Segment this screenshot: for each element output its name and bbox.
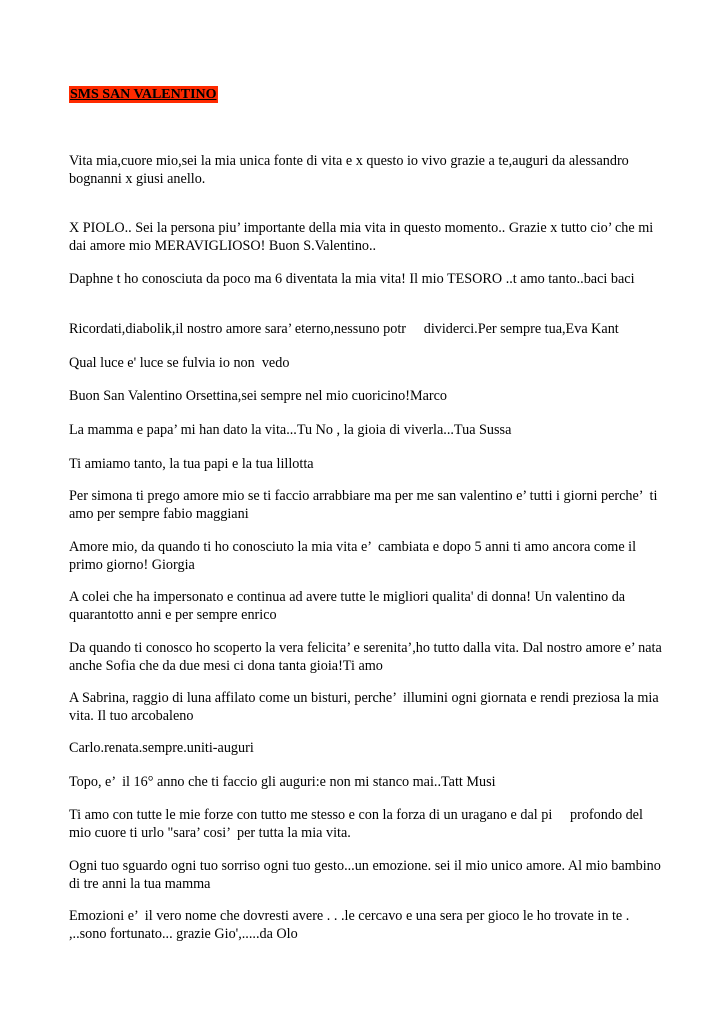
message-16: Ti amo con tutte le mie forze con tutto me stesso e con la forza di un uragano e dal pi profondo del mio cuore ti urlo "sara’ cosi’ per tutta la mia vita. — [69, 807, 647, 841]
message-7: La mamma e papa’ mi han dato la vita...Tu No , la gioia di viverla...Tua Sussa — [69, 422, 512, 438]
document-page — [69, 0, 669, 1024]
message-8: Ti amiamo tanto, la tua papi e la tua lillotta — [69, 456, 314, 472]
message-18: Emozioni e’ il vero nome che dovresti avere . . .le cercavo e una sera per gioco le ho trovate in te . ,..sono fortunato... grazie Gio',.....da Olo — [69, 908, 633, 942]
message-4: Ricordati,diabolik,il nostro amore sara’ eterno,nessuno potr dividerci.Per sempre tua,Eva Kant — [69, 321, 619, 337]
message-6: Buon San Valentino Orsettina,sei sempre nel mio cuoricino!Marco — [69, 388, 447, 404]
message-1: Vita mia,cuore mio,sei la mia unica fonte di vita e x questo io vivo grazie a te,auguri da alessandro bognanni x giusi anello. — [69, 153, 633, 187]
message-5: Qual luce e' luce se fulvia io non vedo — [69, 355, 290, 371]
document-title: SMS SAN VALENTINO — [70, 87, 217, 102]
message-17: Ogni tuo sguardo ogni tuo sorriso ogni tuo gesto...un emozione. sei il mio unico amore. Al mio bambino di tre anni la tua mamma — [69, 858, 665, 892]
message-15: Topo, e’ il 16° anno che ti faccio gli auguri:e non mi stanco mai..Tatt Musi — [69, 774, 496, 790]
message-12: Da quando ti conosco ho scoperto la vera felicita’ e serenita’,ho tutto dalla vita. Dal nostro amore e’ nata anche Sofia che da due mesi ci dona tanta gioia!Ti amo — [69, 640, 666, 674]
message-11: A colei che ha impersonato e continua ad avere tutte le migliori qualita' di donna! Un valentino da quarantotto anni e per sempre enrico — [69, 589, 629, 623]
message-13: A Sabrina, raggio di luna affilato come un bisturi, perche’ illumini ogni giornata e rendi preziosa la mia vita. Il tuo arcobaleno — [69, 690, 663, 724]
message-10: Amore mio, da quando ti ho conosciuto la mia vita e’ cambiata e dopo 5 anni ti amo ancora come il primo giorno! Giorgia — [69, 539, 640, 573]
message-9: Per simona ti prego amore mio se ti faccio arrabbiare ma per me san valentino e’ tutti i giorni perche’ ti amo per sempre fabio maggiani — [69, 488, 661, 522]
message-14: Carlo.renata.sempre.uniti-auguri — [69, 740, 254, 756]
message-2: X PIOLO.. Sei la persona piu’ importante della mia vita in questo momento.. Grazie x tutto cio’ che mi dai amore mio MERAVIGLIOSO! Buon S.Valentino.. — [69, 220, 657, 254]
message-3: Daphne t ho conosciuta da poco ma 6 diventata la mia vita! Il mio TESORO ..t amo tanto..baci baci — [69, 271, 635, 287]
